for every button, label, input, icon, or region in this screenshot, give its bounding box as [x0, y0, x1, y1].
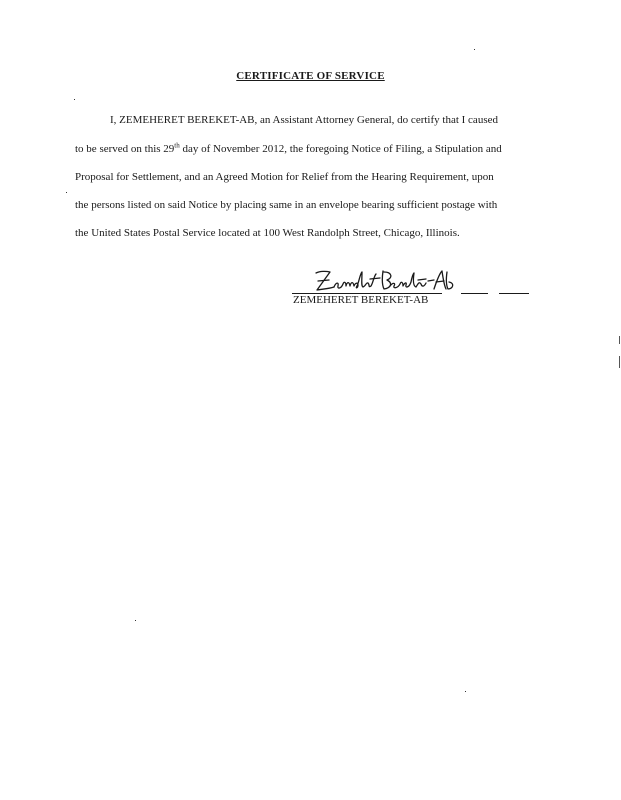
- day-ordinal-suffix: th: [174, 141, 180, 150]
- signature-line-dash: [499, 293, 529, 294]
- scan-speck: [465, 691, 466, 692]
- scan-edge-mark: [619, 336, 620, 344]
- scan-edge-mark: [619, 356, 620, 368]
- scan-speck: [135, 620, 136, 621]
- scan-speck: [474, 49, 475, 50]
- body-line-2-start: to be served on this 29: [75, 143, 175, 155]
- body-line-4: the persons listed on said Notice by placing same in an envelope bearing sufficient postage with: [75, 199, 498, 211]
- body-line-5: the United States Postal Service located at 100 West Randolph Street, Chicago, Illinois.: [75, 227, 460, 239]
- scan-speck: [74, 99, 75, 100]
- body-line-3: Proposal for Settlement, and an Agreed Motion for Relief from the Hearing Requirement, upon: [75, 171, 494, 183]
- signature-line-dash: [461, 293, 488, 294]
- certificate-title: CERTIFICATE OF SERVICE: [236, 70, 385, 82]
- body-line-1: I, ZEMEHERET BEREKET-AB, an Assistant Attorney General, do certify that I caused: [110, 114, 498, 126]
- scan-speck: [66, 192, 67, 193]
- body-line-2-end: day of November 2012, the foregoing Notice of Filing, a Stipulation and: [179, 143, 502, 155]
- signer-printed-name: ZEMEHERET BEREKET-AB: [293, 294, 429, 306]
- body-line-2: [75, 143, 502, 155]
